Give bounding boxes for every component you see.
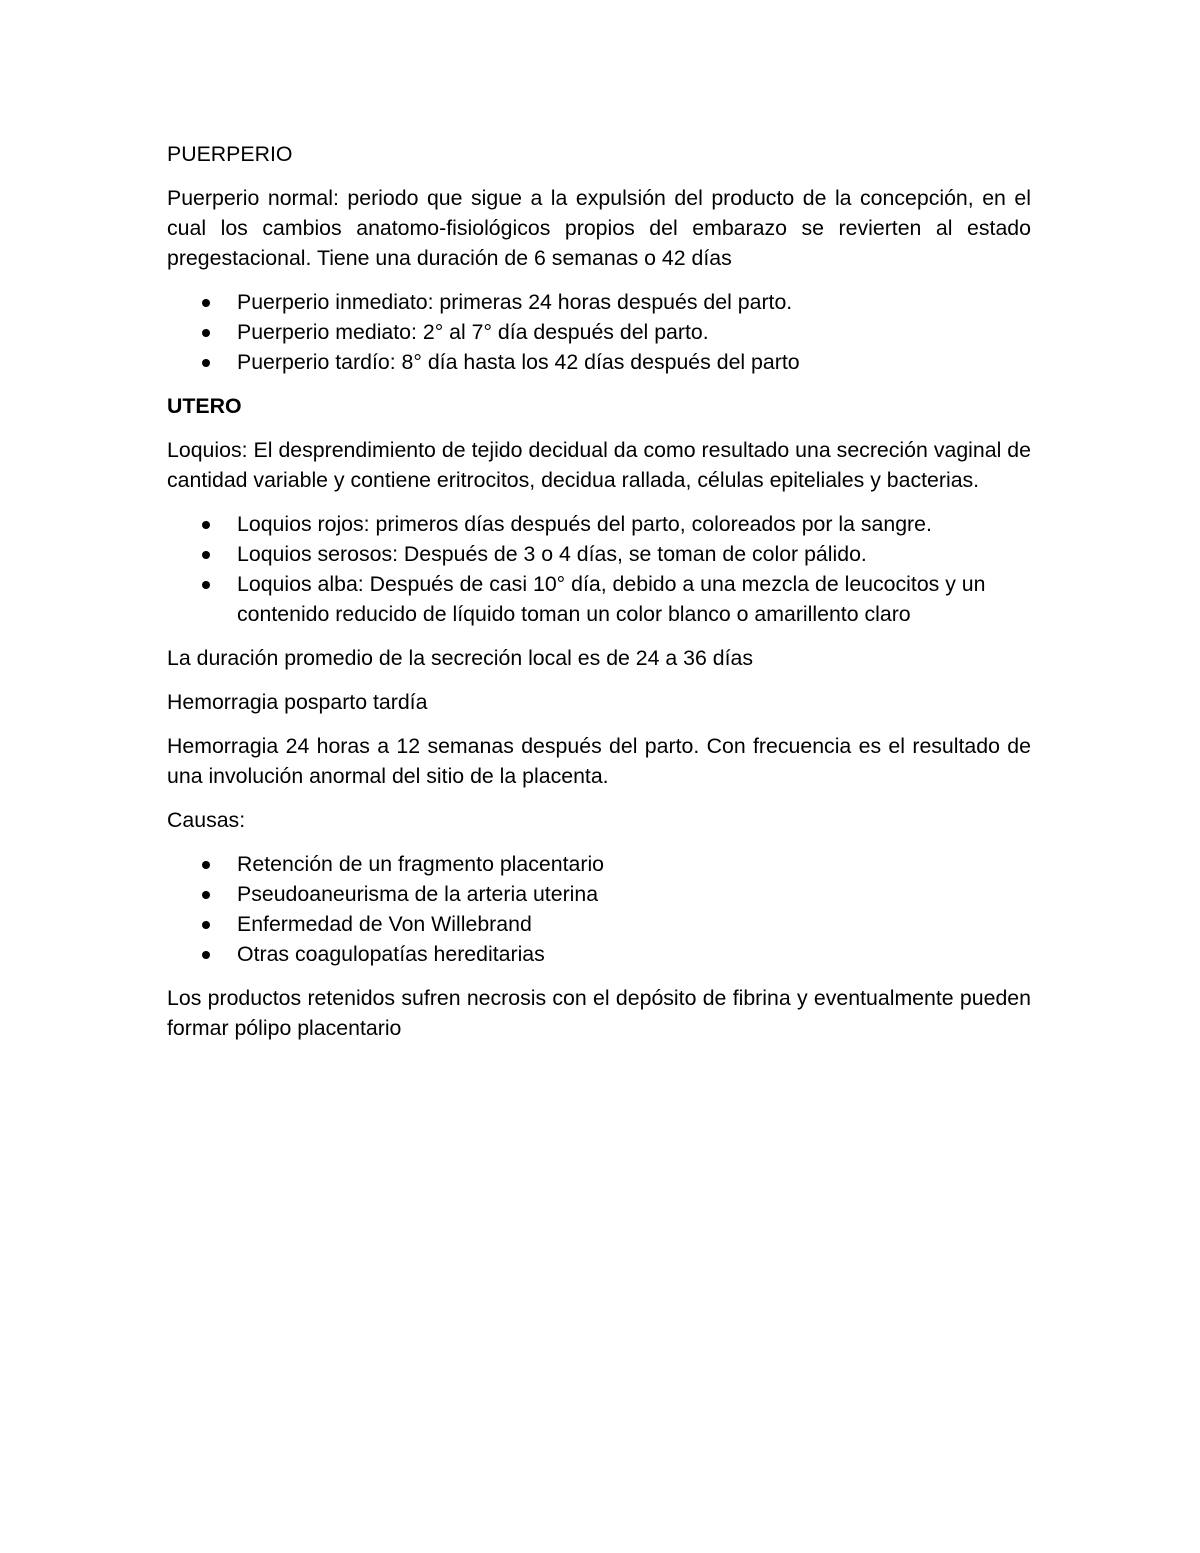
duration-paragraph: La duración promedio de la secreción local es de 24 a 36 días bbox=[167, 646, 754, 670]
closing-paragraph: Los productos retenidos sufren necrosis con el depósito de fibrina y eventualmente pueden formar pólipo placentario bbox=[167, 986, 1031, 1040]
loquios-types-list bbox=[167, 509, 1031, 629]
puerperio-stages-list bbox=[167, 287, 1031, 377]
bullet-icon bbox=[202, 921, 210, 929]
bullet-icon bbox=[202, 551, 210, 559]
list-item: Retención de un fragmento placentario bbox=[167, 849, 1031, 879]
bullet-icon bbox=[202, 891, 210, 899]
list-item: Puerperio inmediato: primeras 24 horas después del parto. bbox=[167, 287, 1031, 317]
document-title: PUERPERIO bbox=[167, 142, 293, 166]
bullet-icon bbox=[202, 861, 210, 869]
bullet-icon bbox=[202, 521, 210, 529]
bullet-icon bbox=[202, 329, 210, 337]
hemorrhage-paragraph: Hemorragia 24 horas a 12 semanas después del parto. Con frecuencia es el resultado de una involución anormal del sitio de la placenta. bbox=[167, 734, 1031, 788]
list-item: Enfermedad de Von Willebrand bbox=[167, 909, 1031, 939]
bullet-icon bbox=[202, 951, 210, 959]
list-item: Puerperio mediato: 2° al 7° día después del parto. bbox=[167, 317, 1031, 347]
list-item: Loquios serosos: Después de 3 o 4 días, se toman de color pálido. bbox=[167, 539, 1031, 569]
bullet-icon bbox=[202, 581, 210, 589]
utero-heading: UTERO bbox=[167, 394, 242, 418]
bullet-icon bbox=[202, 359, 210, 367]
loquios-paragraph: Loquios: El desprendimiento de tejido decidual da como resultado una secreción vaginal de cantidad variable y contiene eritrocitos, decidua rallada, células epiteliales y bacterias. bbox=[167, 438, 1031, 492]
causes-list bbox=[167, 849, 1031, 969]
intro-paragraph: Puerperio normal: periodo que sigue a la expulsión del producto de la concepción, en el cual los cambios anatomo-fisiológicos propios del embarazo se revierten al estado pregestacional. Tiene una duración de 6 semanas o 42 días bbox=[167, 186, 1031, 270]
document-page bbox=[167, 139, 1031, 1057]
bullet-icon bbox=[202, 299, 210, 307]
list-item: Pseudoaneurisma de la arteria uterina bbox=[167, 879, 1031, 909]
causes-label: Causas: bbox=[167, 808, 246, 832]
list-item: Otras coagulopatías hereditarias bbox=[167, 939, 1031, 969]
list-item: Loquios rojos: primeros días después del parto, coloreados por la sangre. bbox=[167, 509, 1031, 539]
list-item: Loquios alba: Después de casi 10° día, debido a una mezcla de leucocitos y un contenido reducido de líquido toman un color blanco o amarillento claro bbox=[167, 569, 1031, 629]
list-item: Puerperio tardío: 8° día hasta los 42 días después del parto bbox=[167, 347, 1031, 377]
hemorrhage-heading: Hemorragia posparto tardía bbox=[167, 690, 428, 714]
